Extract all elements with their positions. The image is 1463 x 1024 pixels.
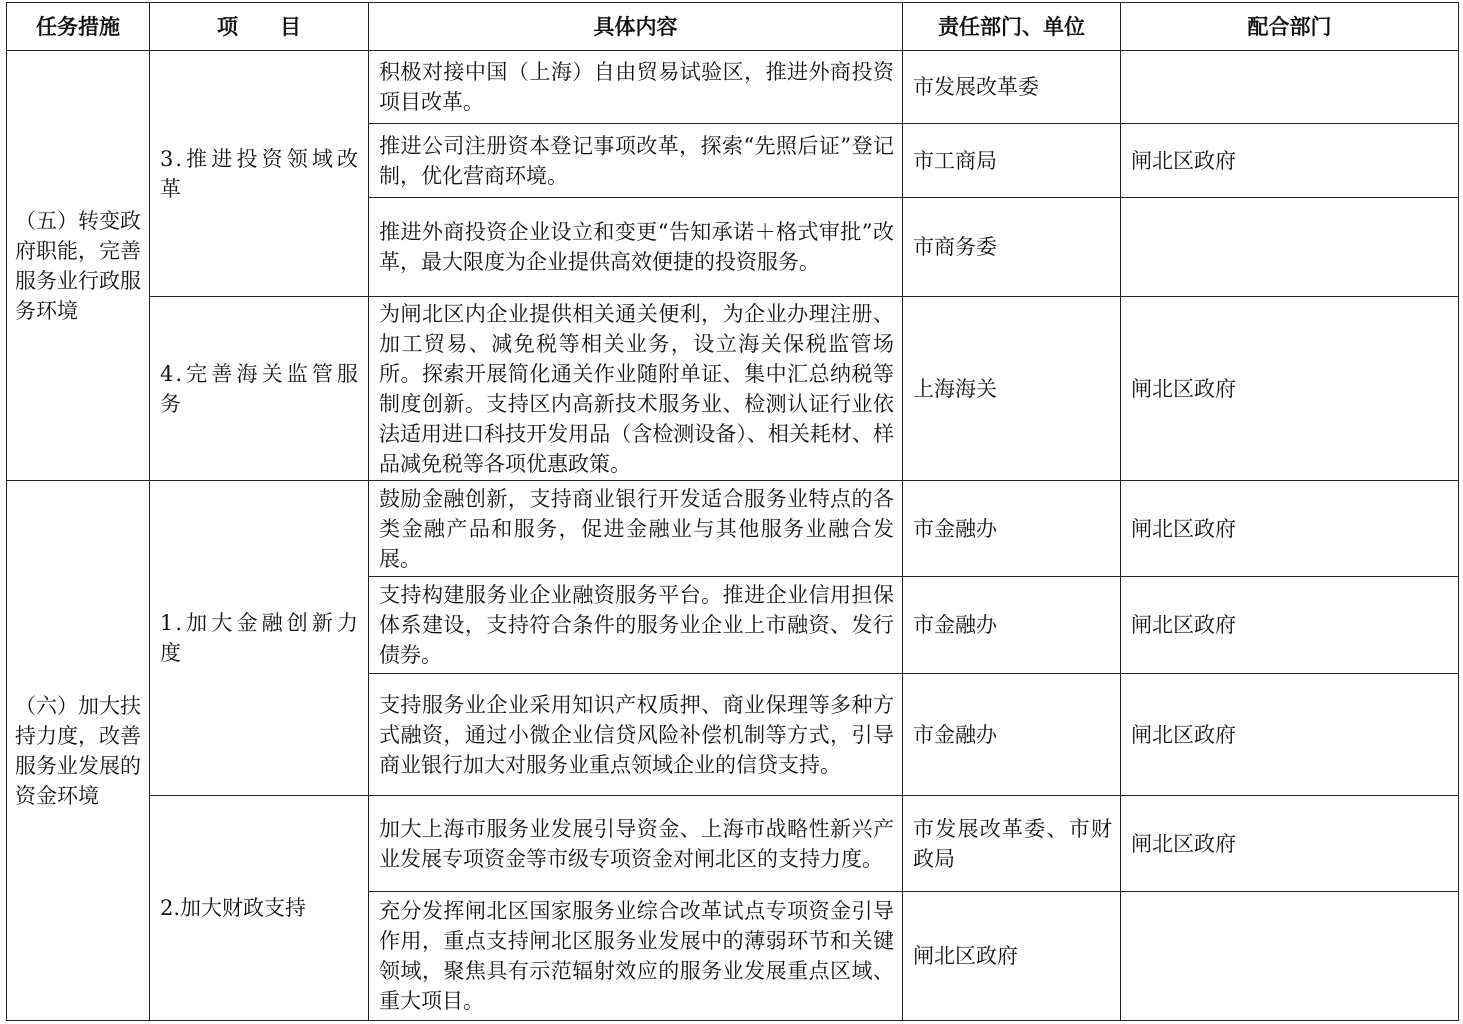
cooperating-cell	[1121, 51, 1459, 124]
responsible-cell: 市金融办	[903, 674, 1121, 796]
project-cell: 1.加大金融创新力度	[150, 481, 369, 796]
cooperating-cell	[1121, 198, 1459, 297]
content-cell: 鼓励金融创新，支持商业银行开发适合服务业特点的各类金融产品和服务，促进金融业与其他服务业融合发展。	[369, 481, 903, 577]
policy-table-page	[6, 2, 1458, 1020]
content-cell: 推进公司注册资本登记事项改革，探索“先照后证”登记制，优化营商环境。	[369, 124, 903, 198]
measure-cell: （六）加大扶持力度，改善服务业发展的资金环境	[7, 481, 150, 1021]
content-cell: 支持服务业企业采用知识产权质押、商业保理等多种方式融资，通过小微企业信贷风险补偿机制等方式，引导商业银行加大对服务业重点领域企业的信贷支持。	[369, 674, 903, 796]
task-table	[6, 2, 1459, 1021]
header-responsible: 责任部门、单位	[903, 3, 1121, 51]
responsible-cell: 上海海关	[903, 297, 1121, 481]
responsible-cell: 市金融办	[903, 481, 1121, 577]
table-row	[7, 297, 1459, 481]
content-cell: 充分发挥闸北区国家服务业综合改革试点专项资金引导作用，重点支持闸北区服务业发展中的薄弱环节和关键领域，聚焦具有示范辐射效应的服务业发展重点区域、重大项目。	[369, 892, 903, 1021]
cooperating-cell: 闸北区政府	[1121, 577, 1459, 674]
content-cell: 为闸北区内企业提供相关通关便利，为企业办理注册、加工贸易、减免税等相关业务，设立海关保税监管场所。探索开展简化通关作业随附单证、集中汇总纳税等制度创新。支持区内高新技术服务业、检测认证行业依法适用进口科技开发用品（含检测设备）、相关耗材、样品减免税等各项优惠政策。	[369, 297, 903, 481]
content-cell: 加大上海市服务业发展引导资金、上海市战略性新兴产业发展专项资金等市级专项资金对闸北区的支持力度。	[369, 796, 903, 892]
content-cell: 推进外商投资企业设立和变更“告知承诺＋格式审批”改革，最大限度为企业提供高效便捷的投资服务。	[369, 198, 903, 297]
cooperating-cell	[1121, 892, 1459, 1021]
responsible-cell: 市发展改革委	[903, 51, 1121, 124]
responsible-cell: 市工商局	[903, 124, 1121, 198]
project-cell: 2.加大财政支持	[150, 796, 369, 1021]
project-cell: 3.推进投资领域改革	[150, 51, 369, 297]
responsible-cell: 闸北区政府	[903, 892, 1121, 1021]
measure-cell: （五）转变政府职能，完善服务业行政服务环境	[7, 51, 150, 481]
cooperating-cell: 闸北区政府	[1121, 674, 1459, 796]
cooperating-cell: 闸北区政府	[1121, 297, 1459, 481]
content-cell: 积极对接中国（上海）自由贸易试验区，推进外商投资项目改革。	[369, 51, 903, 124]
header-project: 项 目	[150, 3, 369, 51]
header-row	[7, 3, 1459, 51]
cooperating-cell: 闸北区政府	[1121, 796, 1459, 892]
project-cell: 4.完善海关监管服务	[150, 297, 369, 481]
cooperating-cell: 闸北区政府	[1121, 481, 1459, 577]
responsible-cell: 市发展改革委、市财政局	[903, 796, 1121, 892]
table-row	[7, 796, 1459, 892]
table-row	[7, 51, 1459, 124]
table-row	[7, 481, 1459, 577]
responsible-cell: 市商务委	[903, 198, 1121, 297]
header-measure: 任务措施	[7, 3, 150, 51]
header-cooperating: 配合部门	[1121, 3, 1459, 51]
header-content: 具体内容	[369, 3, 903, 51]
responsible-cell: 市金融办	[903, 577, 1121, 674]
cooperating-cell: 闸北区政府	[1121, 124, 1459, 198]
content-cell: 支持构建服务业企业融资服务平台。推进企业信用担保体系建设，支持符合条件的服务业企业上市融资、发行债券。	[369, 577, 903, 674]
